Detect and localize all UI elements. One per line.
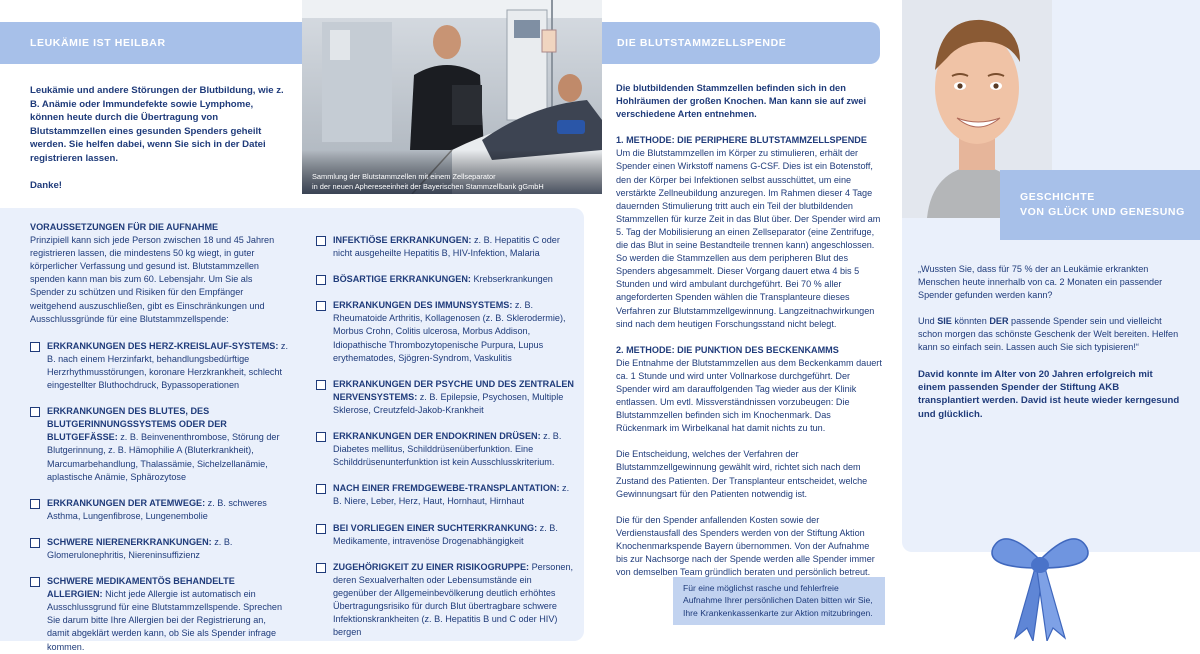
- checkbox[interactable]: [316, 380, 326, 390]
- checkbox[interactable]: [316, 275, 326, 285]
- requirements-title: VORAUSSETZUNGEN FÜR DIE AUFNAHME: [30, 222, 219, 232]
- criterion-title: ERKRANKUNGEN DES IMMUNSYSTEMS:: [333, 300, 513, 311]
- criterion-title: BÖSARTIGE ERKRANKUNGEN:: [333, 274, 471, 285]
- checkbox[interactable]: [30, 499, 40, 509]
- thanks-text: Danke!: [30, 179, 62, 191]
- criterion-title: ERKRANKUNGEN DER ENDOKRINEN DRÜSEN:: [333, 431, 541, 442]
- requirements-column-1: [30, 221, 288, 654]
- criterion-text: z. B. nach einem Herzinfarkt, behandlungsbedürftige Herzrhythmusstörungen, koronare Herzkrankheit, schlecht eingestellter Bluthochdruck, Bypassoperationen: [47, 340, 289, 391]
- section-header-blutstammzellspende: [602, 22, 880, 64]
- criterion-text: z. B. Hepatitis C oder nicht ausgeheilte Hepatitis B, HIV-Infektion, Malaria: [333, 235, 560, 259]
- checkbox[interactable]: [30, 407, 40, 417]
- section-header-leukaemie: [0, 22, 302, 64]
- checkbox[interactable]: [316, 524, 326, 534]
- quote-2-part: passende Spender sein und vielleicht schon morgen das schönste Geschenk der Welt bereiten. Helfen kann so einfach sein. Lassen auch Sie sich typisieren!“: [918, 316, 1179, 353]
- checkbox[interactable]: [316, 432, 326, 442]
- intro-text: [30, 84, 288, 192]
- criterion-title: ERKRANKUNGEN DES HERZ-KREISLAUF-SYSTEMS:: [47, 340, 279, 351]
- criterion-item[interactable]: [316, 522, 574, 548]
- criterion-text: Personen, deren Sexualverhalten oder Lebensumstände ein gegenüber der Allgemeinbevölkerung deutlich erhöhtes Übertragungsrisiko für durch Blut übertragbare schwere Infektionskrankheiten (z. B. Hepatitis B und C oder HIV) bergen: [333, 561, 574, 638]
- criterion-item[interactable]: [316, 299, 574, 364]
- criterion-text: z. B. Rheumatoide Arthritis, Kollagenosen (z. B. Sklerodermie), Morbus Crohn, Colitis ulcerosa, Morbus Addison, Idiopathische Thrombozytopenische Purpura, Lupus erythematodes, Sjögren-Syndrom, Vaskulitis: [333, 300, 566, 363]
- criterion-title: ZUGEHÖRIGKEIT ZU EINER RISIKOGRUPPE:: [333, 561, 530, 572]
- health-card-note: [673, 577, 885, 625]
- checkbox[interactable]: [30, 342, 40, 352]
- criterion-title: ERKRANKUNGEN DER ATEMWEGE:: [47, 497, 206, 508]
- criterion-item[interactable]: [30, 340, 288, 392]
- donation-text-column: [616, 82, 882, 579]
- criterion-title: INFEKTIÖSE ERKRANKUNGEN:: [333, 235, 472, 245]
- requirements-column-2: [316, 234, 574, 639]
- criterion-item[interactable]: [30, 497, 288, 523]
- criterion-title: SCHWERE NIERENERKRANKUNGEN:: [47, 536, 212, 547]
- story-text: David konnte im Alter von 20 Jahren erfolgreich mit einem passenden Spender der Stiftung AKB transplantiert werden. David ist heute wieder kerngesund und glücklich.: [918, 368, 1180, 420]
- section-header-geschichte: [1000, 170, 1200, 240]
- requirements-text: Prinzipiell kann sich jede Person zwischen 18 und 45 Jahren registrieren lassen, die mindestens 50 kg wiegt, in guter körperlicher Verfassung und gesund ist. Blutstammzellen spenden kann man bis zum 60. Lebensjahr. Um Sie als Spender zu schützen und Risiken für den Empfänger weitgehend auszuschließen, gibt es Einschränkungen und Ausschlussgründe für eine Blutstammzellspende:: [30, 235, 275, 324]
- criterion-item[interactable]: [316, 561, 574, 640]
- section-header-line-2: VON GLÜCK UND GENESUNG: [1020, 206, 1185, 218]
- checkbox[interactable]: [316, 484, 326, 494]
- section-header-line-1: GESCHICHTE: [1020, 191, 1095, 203]
- quote-2-emphasis-der: DER: [989, 316, 1009, 327]
- criterion-text: z. B. Glomerulonephritis, Niereninsuffizienz: [47, 536, 233, 560]
- criterion-text: z. B. Medikamente, intravenöse Drogenabhängigkeit: [333, 522, 558, 546]
- quote-2: [918, 315, 1180, 354]
- criterion-title: ERKRANKUNGEN DES BLUTES, DES BLUTGERINNUNGSSYSTEMS ODER DER BLUTGEFÄSSE:: [47, 406, 227, 443]
- criterion-text: z. B. Diabetes mellitus, Schilddrüsenüberfunktion. Eine Schilddrüsenunterfunktion ist kein Ausschlusskriterium.: [333, 431, 562, 468]
- criterion-title: SCHWERE MEDIKAMENTÖS BEHANDELTE ALLERGIEN:: [47, 576, 235, 600]
- checkbox[interactable]: [316, 563, 326, 573]
- quote-2-part: könnten: [951, 316, 990, 327]
- story-text-column: [918, 263, 1180, 421]
- quote-2-part: Und: [918, 316, 938, 327]
- costs-text: Die für den Spender anfallenden Kosten sowie der Verdienstausfall des Spenders werden von der Stiftung Aktion Knochenmarkspende Bayern übernommen. Von der Aufnahme bis zur Nachsorge nach der Spende werden alle Spender immer von demselben Team gründlich beraten und persönlich betreut.: [616, 514, 875, 578]
- photo-caption-line-2: in der neuen Apheresееinheit der Bayerischen Stammzellbank gGmbH: [312, 181, 544, 191]
- apheresis-illustration: [302, 0, 602, 194]
- criterion-text: z. B. schweres Asthma, Lungenfibrose, Lungenembolie: [47, 497, 267, 521]
- criterion-item[interactable]: [316, 430, 574, 469]
- criterion-title: ERKRANKUNGEN DER PSYCHE UND DES ZENTRALEN NERVENSYSTEMS:: [333, 378, 575, 402]
- criterion-item[interactable]: [316, 273, 574, 286]
- criterion-item[interactable]: [316, 234, 574, 260]
- criterion-text: z. B. Epilepsie, Psychosen, Multiple Sklerose, Creutzfeld-Jakob-Krankheit: [333, 391, 564, 415]
- apheresis-photo: [302, 0, 602, 194]
- criterion-text: z. B. Niere, Leber, Herz, Haut, Hornhaut, Hirnhaut: [333, 483, 570, 507]
- criterion-text: Krebserkrankungen: [470, 274, 553, 285]
- criterion-item[interactable]: [30, 575, 288, 654]
- checkbox[interactable]: [30, 577, 40, 587]
- criterion-item[interactable]: [30, 536, 288, 562]
- criterion-item[interactable]: [316, 378, 574, 417]
- health-card-note-text: Für eine möglichst rasche und fehlerfreie Aufnahme Ihrer persönlichen Daten bitten wir Sie, Ihre Krankenkassenkarte zur Aktion mitzubringen.: [683, 583, 873, 618]
- decision-text: Die Entscheidung, welches der Verfahren der Blutstammzellgewinnung gewählt wird, richtet sich nach dem Zustand des Patienten. Der Transplanteur entscheidet, welche Gewinnungsart für den Patienten notwendig ist.: [616, 449, 868, 499]
- criterion-title: BEI VORLIEGEN EINER SUCHTERKRANKUNG:: [333, 522, 538, 533]
- intro-paragraph: Leukämie und andere Störungen der Blutbildung, wie z. B. Anämie oder Immundefekte sowie Lymphome, können heute durch die Übertragung von Blutstammzellen eines gesunden Spenders geheilt werden. Sie helfen dabei, wenn Sie sich in der Datei registrieren lassen.: [30, 85, 284, 164]
- method-2-text: Die Entnahme der Blutstammzellen aus dem Beckenkamm dauert ca. 1 Stunde und wird unter Vollnarkose durchgeführt. Der Spender wird am darauffolgenden Tag wieder aus der Klinik entlassen. Um evtl. Missverständnissen vorzubeugen: Die Blutstammzellen befinden sich im Knochenmark. Das Rückenmark im Wirbelkanal hat damit nichts zu tun.: [616, 357, 882, 434]
- criterion-text: z. B. Beinvenenthrombose, Störung der Blutgerinnung, z. B. Hämophilie A (Bluterkrankheit), Marcumarbehandlung, Thalassämie, Sichelzellanämie, aplastische Anämie, Sphärozytose: [47, 432, 280, 482]
- ribbon-bow-icon: [985, 520, 1095, 641]
- checkbox[interactable]: [30, 538, 40, 548]
- method-1-title: 1. METHODE: DIE PERIPHERE BLUTSTAMMZELLSPENDE: [616, 135, 867, 146]
- photo-caption-line-1: Sammlung der Blutstammzellen mit einem Zellseparator: [312, 172, 496, 181]
- section-header-text: LEUKÄMIE IST HEILBAR: [30, 37, 166, 49]
- criterion-item[interactable]: [30, 405, 288, 484]
- checkbox[interactable]: [316, 236, 326, 246]
- donation-intro: Die blutbildenden Stammzellen befinden sich in den Hohlräumen der großen Knochen. Man kann sie auf zwei verschiedene Arten entnehmen.: [616, 83, 867, 120]
- section-header-text: DIE BLUTSTAMMZELLSPENDE: [617, 37, 787, 49]
- quote-1: „Wussten Sie, dass für 75 % der an Leukämie erkrankten Menschen heute innerhalb von ca. 2 Monaten ein passender Spender gefunden werden kann?: [918, 264, 1163, 301]
- photo-caption: [312, 172, 597, 191]
- criterion-text: Nicht jede Allergie ist automatisch ein Ausschlussgrund für eine Blutstammzellspende. Sprechen Sie darum bitte Ihre Allergien bei der Registrierung an, damit abgeklärt werden kann, ob Sie als Spender infrage kommen.: [47, 589, 283, 652]
- criterion-item[interactable]: [316, 482, 574, 508]
- method-2-title: 2. METHODE: DIE PUNKTION DES BECKENKAMMS: [616, 344, 839, 355]
- method-1-text: Um die Blutstammzellen im Körper zu stimulieren, erhält der Spender einen Wirkstoff namens G-CSF. Dies ist ein Botenstoff, den der Körper bei Infektionen selbst ausschüttet, um eine verstärkte Zellneubildung anzuregen. Im Rahmen dieser 4 Tage dauernden Stimulierung tritt auch ein Teil der blutbildenden Stammzellen für kurze Zeit in das Blut über. Der Spender wird am 5. Tag der Mobilisierung an einen Zellseparator (eine Zentrifuge, die das Blut in seine Bestandteile trennen kann) angeschlossen. So werden die Stammzellen aus dem peripheren Blut des Spenders abgesammelt. Dieser Vorgang dauert etwa 4 bis 5 Stunden und wird ambulant durchgeführt. Bei 70 % aller angeforderten Spenden wählen die Transplanteure dieses Verfahren zur Blutstammzellgewinnung. Langzeitnachwirkungen sind nach dem heutigen Forschungsstand nicht belegt.: [616, 148, 881, 329]
- criterion-title: NACH EINER FREMDGEWEBE-TRANSPLANTATION:: [333, 483, 560, 494]
- checkbox[interactable]: [316, 301, 326, 311]
- quote-2-emphasis-sie: SIE: [937, 316, 952, 327]
